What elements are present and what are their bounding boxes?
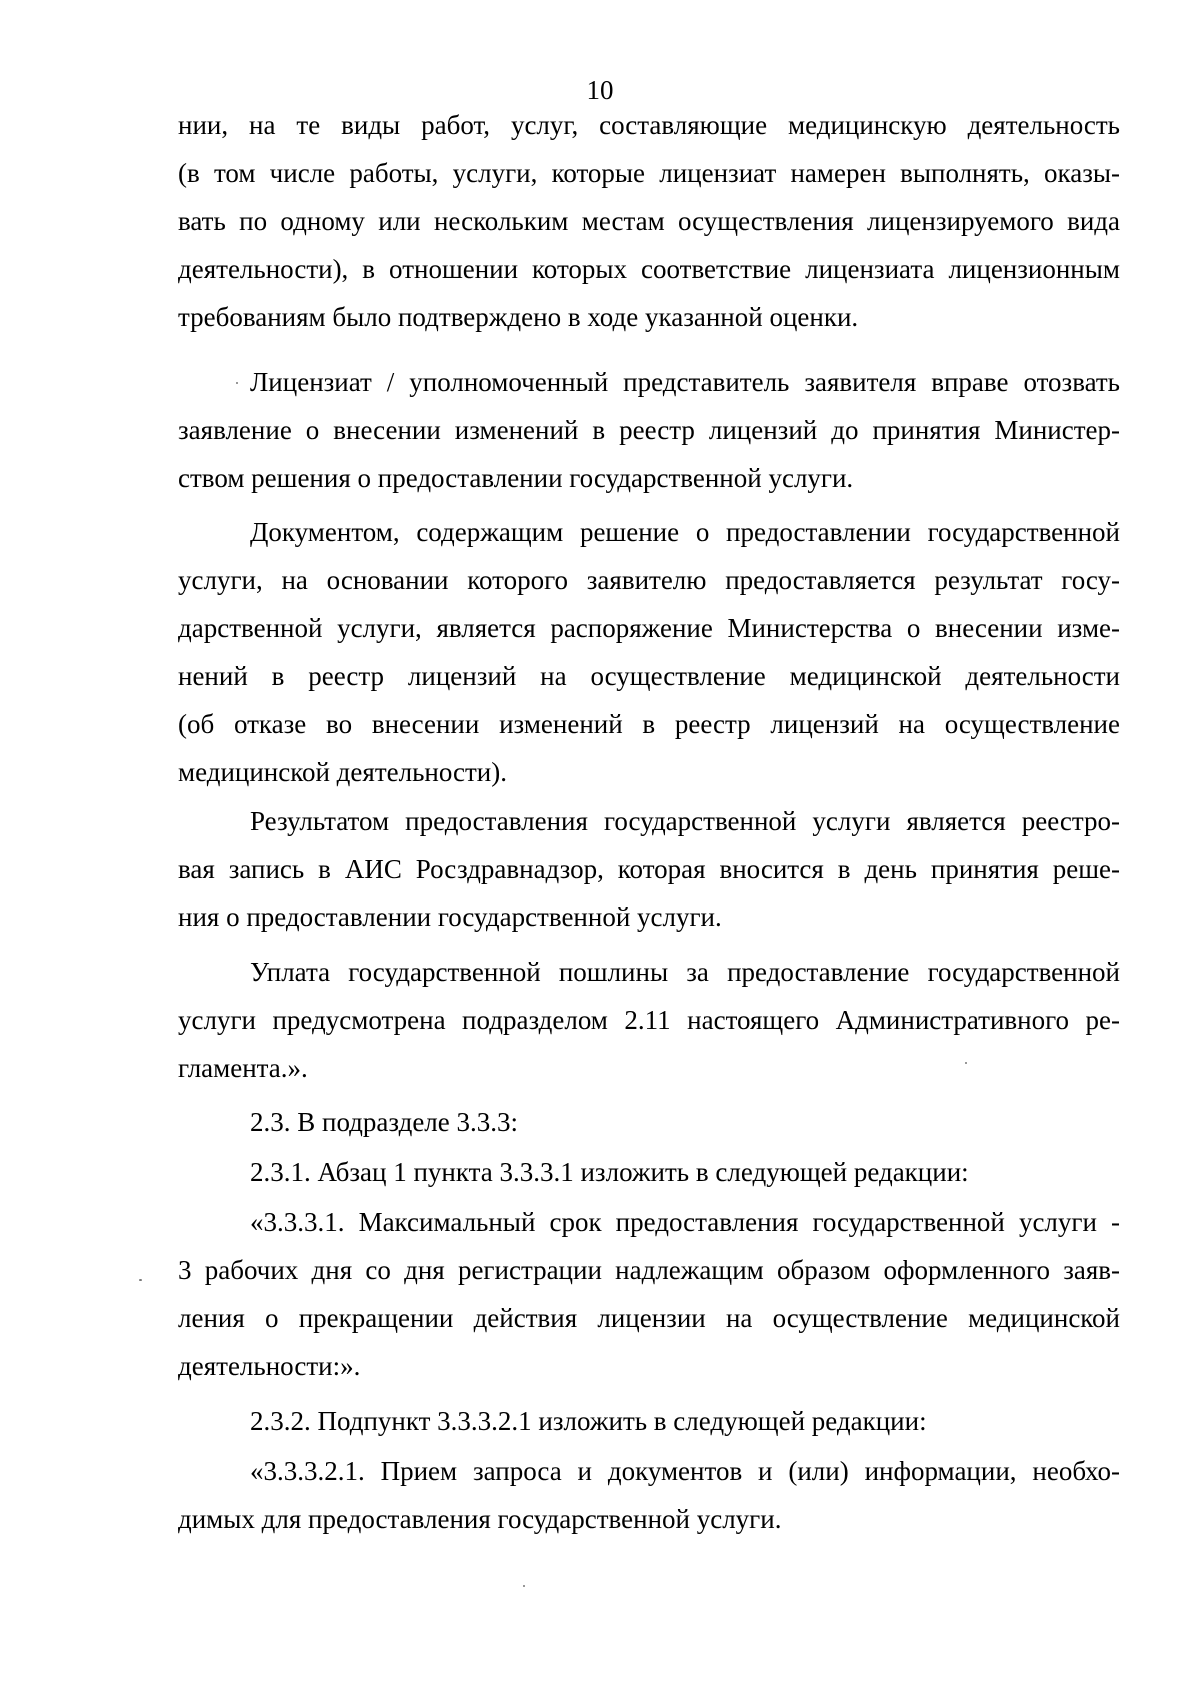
text-line: заявление о внесении изменений в реестр лицензий до принятия Министер- [178,415,1120,445]
text-line: вать по одному или нескольким местам осуществления лицензируемого вида [178,206,1120,236]
scan-speck [965,1062,967,1064]
paragraph-5 [178,948,1120,1092]
paragraph-4 [178,797,1120,941]
text-line: требованиям было подтверждено в ходе указанной оценки. [178,302,859,332]
text-line: Лицензиат / уполномоченный представитель заявителя вправе отозвать [250,367,1120,397]
text-line: Уплата государственной пошлины за предоставление государственной [250,957,1120,987]
paragraph-10 [178,1447,1120,1543]
text-line: 3 рабочих дня со дня регистрации надлежащим образом оформленного заяв- [178,1255,1120,1285]
text-line: Результатом предоставления государственной услуги является реестро- [250,806,1120,836]
text-line: деятельности:». [178,1351,361,1381]
text-line: нии, на те виды работ, услуг, составляющие медицинскую деятельность [178,110,1120,140]
text-line: ством решения о предоставлении государственной услуги. [178,463,854,493]
text-line: вая запись в АИС Росздравнадзор, которая вносится в день принятия реше- [178,854,1120,884]
paragraph-6 [178,1098,1120,1146]
paragraph-2 [178,358,1120,502]
text-line: услуги предусмотрена подразделом 2.11 настоящего Административного ре- [178,1005,1120,1035]
scan-speck [139,1279,142,1281]
text-line: нений в реестр лицензий на осуществление медицинской деятельности [178,661,1120,691]
paragraph-7 [178,1148,1120,1196]
page-number: 10 [586,75,614,105]
scan-speck [236,382,238,384]
text-line: «3.3.3.2.1. Прием запроса и документов и (или) информации, необхо- [250,1456,1120,1486]
paragraph-3 [178,508,1120,796]
text-line: услуги, на основании которого заявителю предоставляется результат госу- [178,565,1120,595]
scan-speck [523,1585,525,1587]
text-line: гламента.». [178,1053,308,1083]
text-line: (об отказе во внесении изменений в реестр лицензий на осуществление [178,709,1120,739]
text-line: 2.3. В подразделе 3.3.3: [250,1107,519,1137]
text-line: «3.3.3.1. Максимальный срок предоставления государственной услуги - [250,1207,1120,1237]
text-line: 2.3.2. Подпункт 3.3.3.2.1 изложить в следующей редакции: [250,1406,927,1436]
text-line: димых для предоставления государственной услуги. [178,1504,782,1534]
paragraph-9 [178,1397,1120,1445]
text-line: Документом, содержащим решение о предоставлении государственной [250,517,1120,547]
text-line: ния о предоставлении государственной услуги. [178,902,722,932]
text-line: (в том числе работы, услуги, которые лицензиат намерен выполнять, оказы- [178,158,1120,188]
text-line: дарственной услуги, является распоряжение Министерства о внесении изме- [178,613,1120,643]
paragraph-8 [178,1198,1120,1390]
text-line: медицинской деятельности). [178,757,507,787]
text-line: ления о прекращении действия лицензии на осуществление медицинской [178,1303,1120,1333]
text-line: 2.3.1. Абзац 1 пункта 3.3.3.1 изложить в следующей редакции: [250,1157,969,1187]
paragraph-1 [178,101,1120,341]
text-line: деятельности), в отношении которых соответствие лицензиата лицензионным [178,254,1120,284]
